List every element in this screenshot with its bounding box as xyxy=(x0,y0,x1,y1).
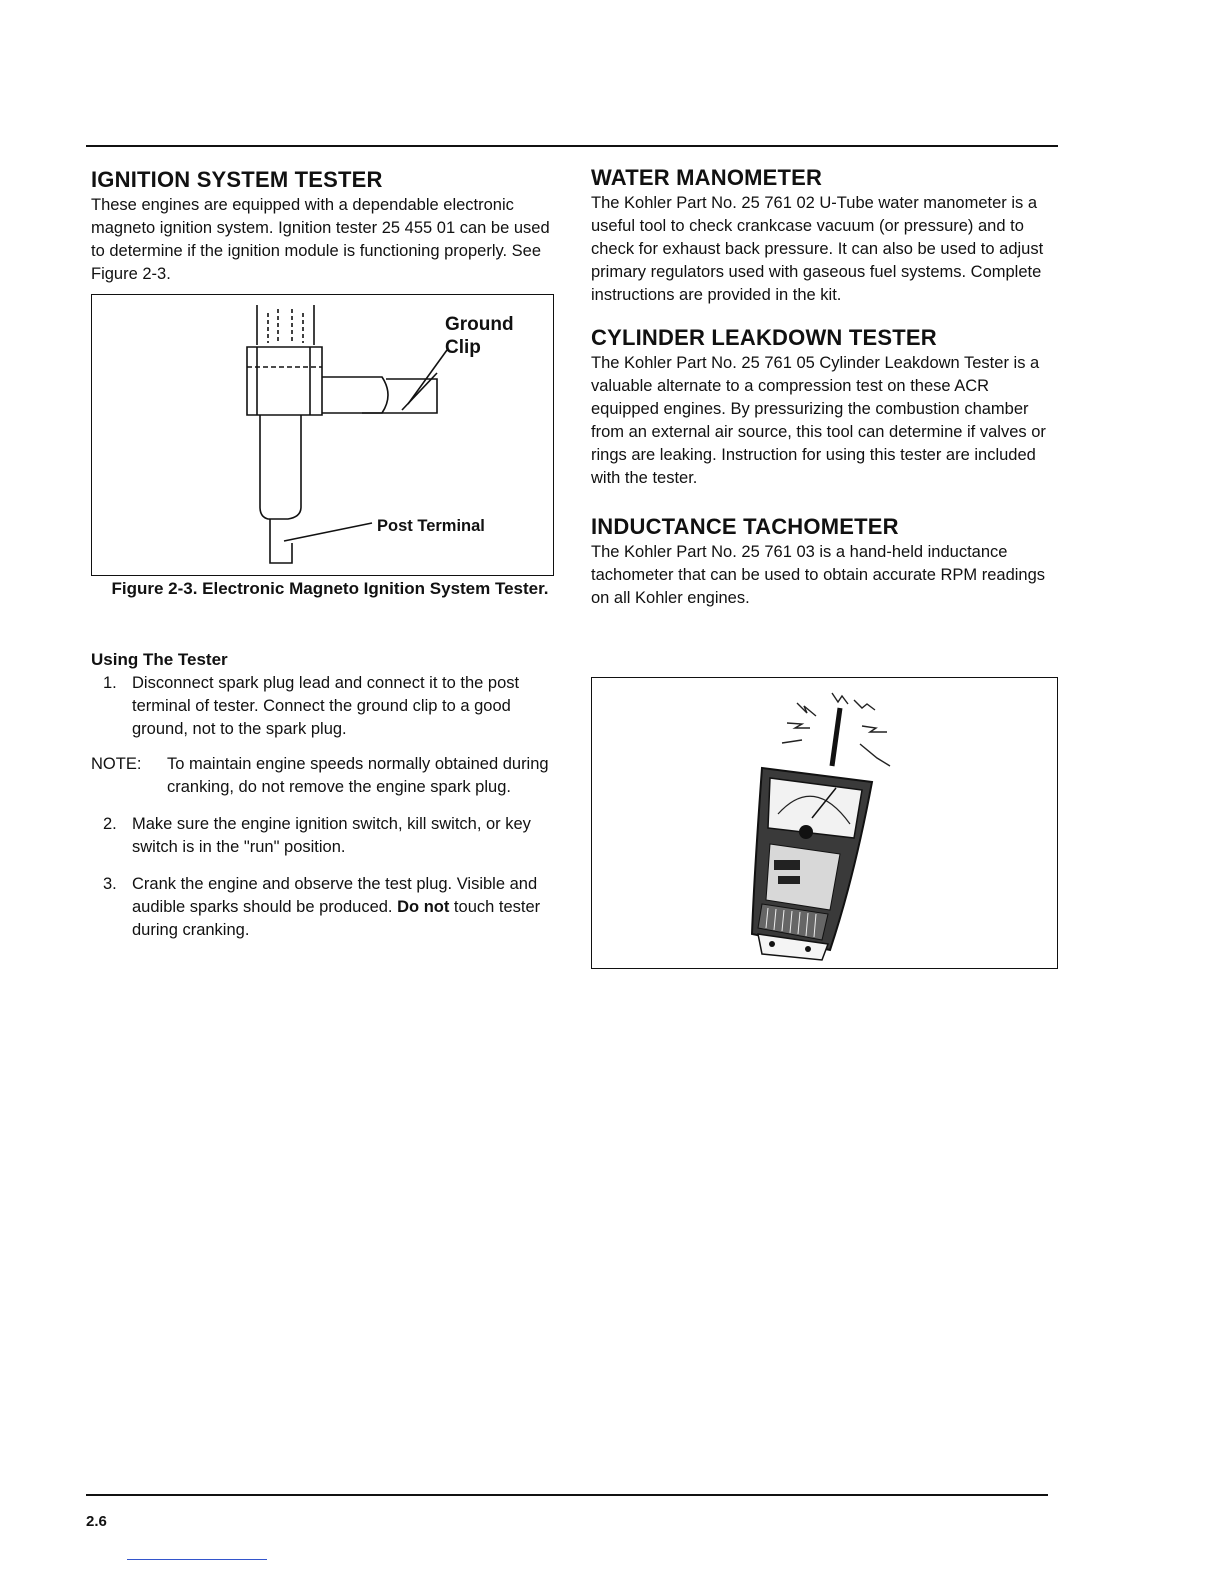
step-text-end: touch tester during cranking. xyxy=(132,898,541,939)
ground-label: Ground xyxy=(445,314,514,335)
step-2 xyxy=(91,813,561,859)
footer-link-underline xyxy=(127,1559,267,1560)
note xyxy=(91,753,561,799)
tachometer-figure xyxy=(591,677,1058,969)
step-text: Crank the engine and observe the test plug. Visible and audible sparks should be produced. xyxy=(132,875,538,916)
note-label: NOTE: xyxy=(91,755,142,773)
step-text: Disconnect spark plug lead and connect it to the post terminal of tester. Connect the ground clip to a good ground, not to the spark plug. xyxy=(132,674,520,738)
tachometer-body: The Kohler Part No. 25 761 03 is a hand-held inductance tachometer that can be used to obtain accurate RPM readings on all Kohler engines. xyxy=(591,543,1046,607)
step-emphasis: Do not xyxy=(397,898,450,916)
ignition-body: These engines are equipped with a dependable electronic magneto ignition system. Ignition tester 25 455 01 can be used to determine if the ignition module is functioning properly. See Figure 2-3. xyxy=(91,196,550,283)
note-text: To maintain engine speeds normally obtained during cranking, do not remove the engine spark plug. xyxy=(167,755,549,796)
ignition-section xyxy=(91,166,561,286)
top-rule xyxy=(86,145,1058,147)
figure-caption: Figure 2-3. Electronic Magneto Ignition System Tester. xyxy=(111,579,549,598)
ignition-heading: IGNITION SYSTEM TESTER xyxy=(91,167,383,192)
step-number: 2. xyxy=(103,815,117,833)
ignition-tester-drawing xyxy=(92,295,555,577)
step-3 xyxy=(91,873,561,942)
step-1 xyxy=(91,672,561,741)
step-number: 1. xyxy=(103,674,117,692)
manometer-heading: WATER MANOMETER xyxy=(591,165,823,190)
leakdown-body: The Kohler Part No. 25 761 05 Cylinder Leakdown Tester is a valuable alternate to a compression test on these ACR equipped engines. By pressurizing the combustion chamber from an external air source, this tool can determine if valves or rings are leaking. Instruction for using this tester are included with the tester. xyxy=(591,354,1046,487)
ignition-tester-figure xyxy=(91,294,554,576)
page-number: 2.6 xyxy=(86,1513,107,1530)
post-terminal-label: Post Terminal xyxy=(377,517,485,535)
bottom-rule xyxy=(86,1494,1048,1496)
tachometer-heading: INDUCTANCE TACHOMETER xyxy=(591,514,899,539)
step-text: Make sure the engine ignition switch, kill switch, or key switch is in the "run" position. xyxy=(132,815,531,856)
using-heading: Using The Tester xyxy=(91,650,228,669)
manometer-body: The Kohler Part No. 25 761 02 U-Tube water manometer is a useful tool to check crankcase vacuum (or pressure) and to check for exhaust back pressure. It can also be used to adjust primary regulators used with gaseous fuel systems. Complete instructions are provided in the kit. xyxy=(591,194,1044,304)
leakdown-heading: CYLINDER LEAKDOWN TESTER xyxy=(591,325,937,350)
clip-label: Clip xyxy=(445,337,481,358)
right-column xyxy=(591,164,1061,610)
using-tester-section xyxy=(91,648,561,942)
step-number: 3. xyxy=(103,875,117,893)
tachometer-drawing xyxy=(592,678,1059,970)
